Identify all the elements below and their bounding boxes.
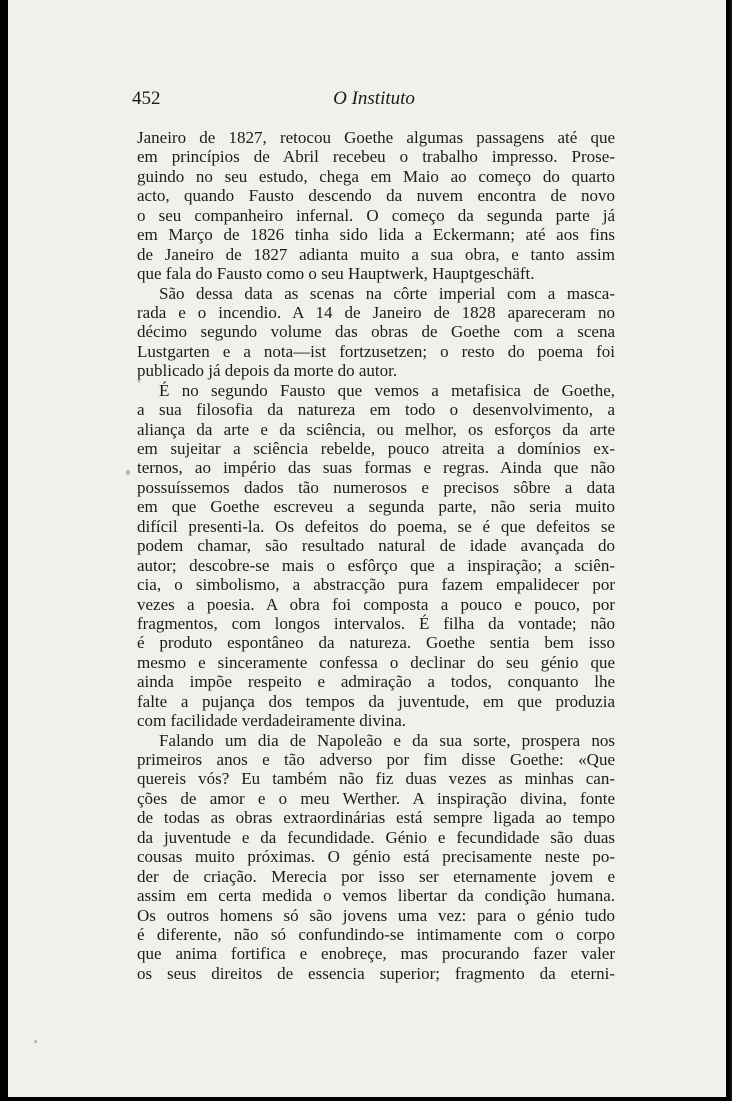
text-line: cousas muito próximas. O génio está precisamente neste po- (137, 847, 615, 867)
text-line: possuíssemos dados tão numerosos e precisos sôbre a data (137, 477, 615, 497)
text-line: assim em certa medida o vemos libertar da condição humana. (137, 886, 615, 906)
text-line: Falando um dia de Napoleão e da sua sorte, prospera nos (159, 730, 615, 750)
text-line: a sua filosofia da natureza em todo o desenvolvimento, a (137, 400, 615, 420)
text-line: mesmo e sinceramente confessa o declinar do seu génio que (137, 652, 615, 672)
page-number: 452 (132, 88, 161, 109)
text-line: São dessa data as scenas na côrte imperial com a masca- (159, 283, 615, 303)
text-line: acto, quando Fausto descendo da nuvem encontra de novo (137, 186, 615, 206)
text-line: autor; descobre-se mais o esfôrço que a inspiração; a sciên- (137, 555, 615, 575)
text-line: de Janeiro de 1827 adianta muito a sua obra, e tanto assim (137, 244, 615, 264)
text-line: vezes a poesia. A obra foi composta a pouco e pouco, por (137, 594, 615, 614)
text-line: Os outros homens só são jovens uma vez: para o génio tudo (137, 905, 615, 925)
text-line: falte a pujança dos tempos da juventude, em que produzia (137, 691, 615, 711)
text-line: ções de amor e o meu Werther. A inspiração divina, fonte (137, 788, 615, 808)
text-line: podem chamar, são resultado natural de idade avançada do (137, 536, 615, 556)
text-line: de todas as obras extraordinárias está sempre ligada ao tempo (137, 808, 615, 828)
text-line: Janeiro de 1827, retocou Goethe algumas passagens até que (137, 128, 615, 147)
body-text (137, 128, 615, 983)
text-line: com facilidade verdadeiramente divina. (137, 711, 407, 731)
text-line: é produto espontâneo da natureza. Goethe sentia bem isso (137, 633, 615, 653)
text-line: der de criação. Merecia por isso ser eternamente jovem e (137, 866, 615, 886)
text-line: primeiros anos e tão adverso por fim disse Goethe: «Que (137, 750, 615, 769)
running-title: O Instituto (333, 88, 415, 109)
text-line: Lustgarten e a nota—ist fortzusetzen; o resto do poema foi (137, 341, 615, 361)
text-line: em que Goethe escreveu a segunda parte, não seria muito (137, 497, 615, 517)
text-line: ternos, ao império das suas formas e regras. Ainda que não (137, 458, 615, 478)
text-line: É no segundo Fausto que vemos a metafisica de Goethe, (159, 380, 615, 400)
text-line: publicado já depois da morte do autor. (137, 361, 398, 381)
text-line: difícil presenti-la. Os defeitos do poema, se é que defeitos se (137, 516, 615, 536)
text-line: quereis vós? Eu também não fiz duas vezes as minhas can- (137, 769, 615, 789)
scan-left-border (0, 0, 8, 1101)
text-line: ainda impõe respeito e admiração a todos, conquanto lhe (137, 672, 615, 692)
text-line: é diferente, não só confundindo-se intimamente com o corpo (137, 924, 615, 944)
text-line: os seus direitos de essencia superior; fragmento da eterni- (137, 963, 615, 983)
text-line: décimo segundo volume das obras de Goethe com a scena (137, 322, 615, 342)
text-line: fragmentos, com longos intervalos. É filha da vontade; não (137, 613, 615, 633)
scan-speck (34, 1040, 37, 1043)
scan-speck (126, 470, 130, 475)
text-line: que fala do Fausto como o seu Hauptwerk, Hauptgeschäft. (137, 264, 535, 284)
text-line: aliança da arte e da sciência, ou melhor, os esforços da arte (137, 419, 615, 439)
text-line: em Março de 1826 tinha sido lida a Eckermann; até aos fins (137, 225, 615, 245)
text-line: rada e o incendio. A 14 de Janeiro de 1828 apareceram no (137, 302, 615, 322)
text-line: que anima fortifica e enobreçe, mas procurando fazer valer (137, 944, 615, 964)
text-line: cia, o simbolismo, a abstracção pura fazem empalidecer por (137, 575, 615, 595)
text-line: guindo no seu estudo, chega em Maio ao começo do quarto (137, 166, 615, 186)
text-line: em princípios de Abril recebeu o trabalho impresso. Prose- (137, 147, 615, 167)
text-line: da juventude e da fecundidade. Génio e fecundidade são duas (137, 827, 615, 847)
page-header (132, 88, 616, 116)
text-line: o seu companheiro infernal. O começo da segunda parte já (137, 205, 615, 225)
text-line: em sujeitar a sciência rebelde, pouco atreita a domínios ex- (137, 439, 615, 458)
